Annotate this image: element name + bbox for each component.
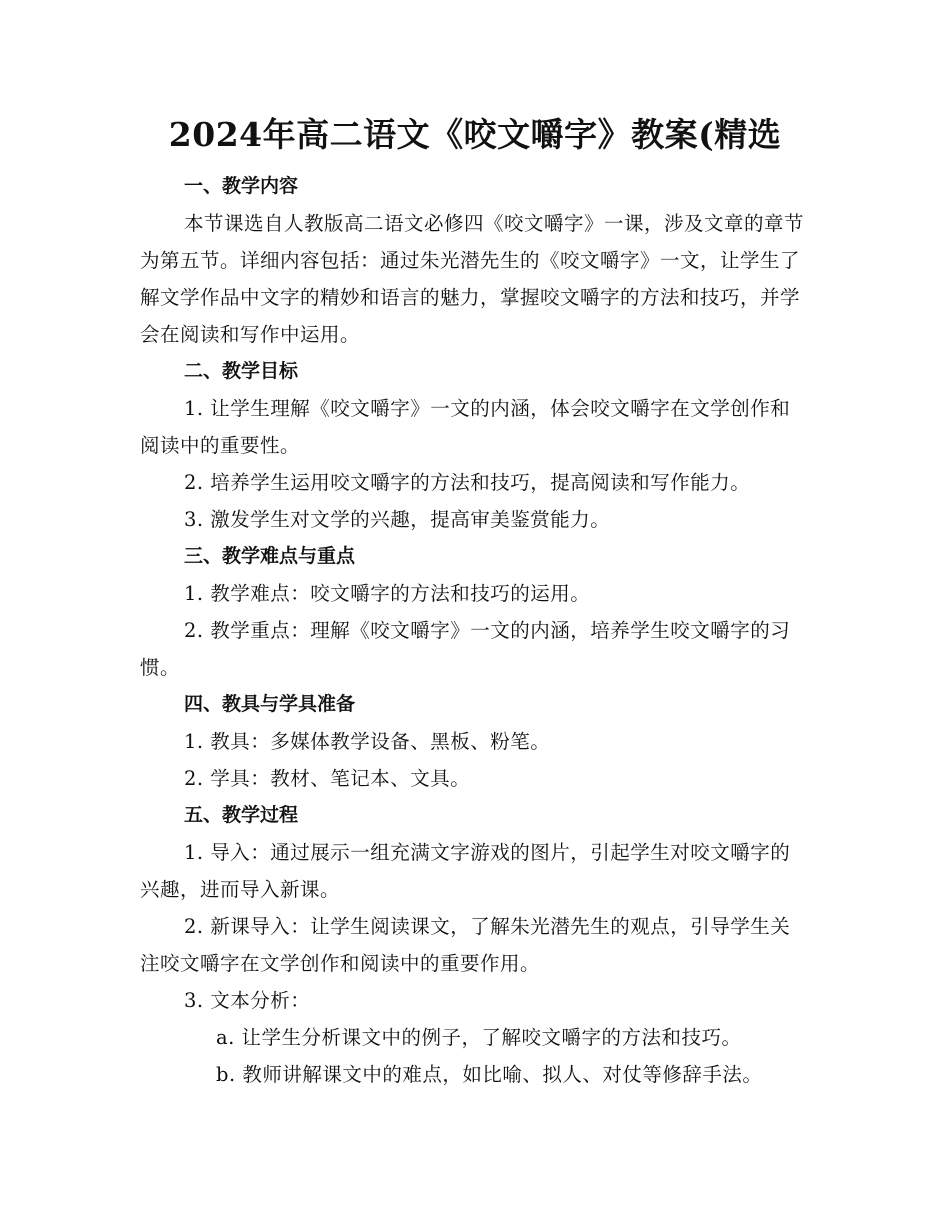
paragraph: 1. 导入：通过展示一组充满文字游戏的图片，引起学生对咬文嚼字的兴趣，进而导入新课。 (140, 841, 791, 901)
document-title: 2024年高二语文《咬文嚼字》教案(精选 (168, 115, 782, 154)
paragraph: 3. 文本分析： (184, 989, 311, 1012)
paragraph: 2. 培养学生运用咬文嚼字的方法和技巧，提高阅读和写作能力。 (184, 471, 751, 494)
paragraph: 1. 教具：多媒体教学设备、黑板、粉笔。 (184, 730, 551, 753)
section-heading-difficulties: 三、教学难点与重点 (184, 545, 356, 567)
paragraph: 1. 让学生理解《咬文嚼字》一文的内涵，体会咬文嚼字在文学创作和阅读中的重要性。 (140, 397, 791, 457)
section-heading-objectives: 二、教学目标 (184, 360, 299, 382)
paragraph: 2. 新课导入：让学生阅读课文，了解朱光潜先生的观点，引导学生关注咬文嚼字在文学创作和阅读中的重要作用。 (140, 915, 791, 975)
section-heading-materials: 四、教具与学具准备 (184, 693, 356, 715)
section-heading-content: 一、教学内容 (184, 175, 299, 197)
document-body (140, 168, 807, 1093)
sub-item: a. 让学生分析课文中的例子，了解咬文嚼字的方法和技巧。 (216, 1026, 742, 1049)
section-heading-process: 五、教学过程 (184, 804, 299, 826)
paragraph: 本节课选自人教版高二语文必修四《咬文嚼字》一课，涉及文章的章节为第五节。详细内容包括：通过朱光潜先生的《咬文嚼字》一文，让学生了解文学作品中文字的精妙和语言的魅力，掌握咬文嚼字的方法和技巧，并学会在阅读和写作中运用。 (140, 212, 805, 346)
paragraph: 3. 激发学生对文学的兴趣，提高审美鉴赏能力。 (184, 508, 611, 531)
paragraph: 2. 学具：教材、笔记本、文具。 (184, 767, 471, 790)
sub-item: b. 教师讲解课文中的难点，如比喻、拟人、对仗等修辞手法。 (216, 1063, 763, 1086)
paragraph: 2. 教学重点：理解《咬文嚼字》一文的内涵，培养学生咬文嚼字的习惯。 (140, 619, 791, 679)
paragraph: 1. 教学难点：咬文嚼字的方法和技巧的运用。 (184, 582, 591, 605)
